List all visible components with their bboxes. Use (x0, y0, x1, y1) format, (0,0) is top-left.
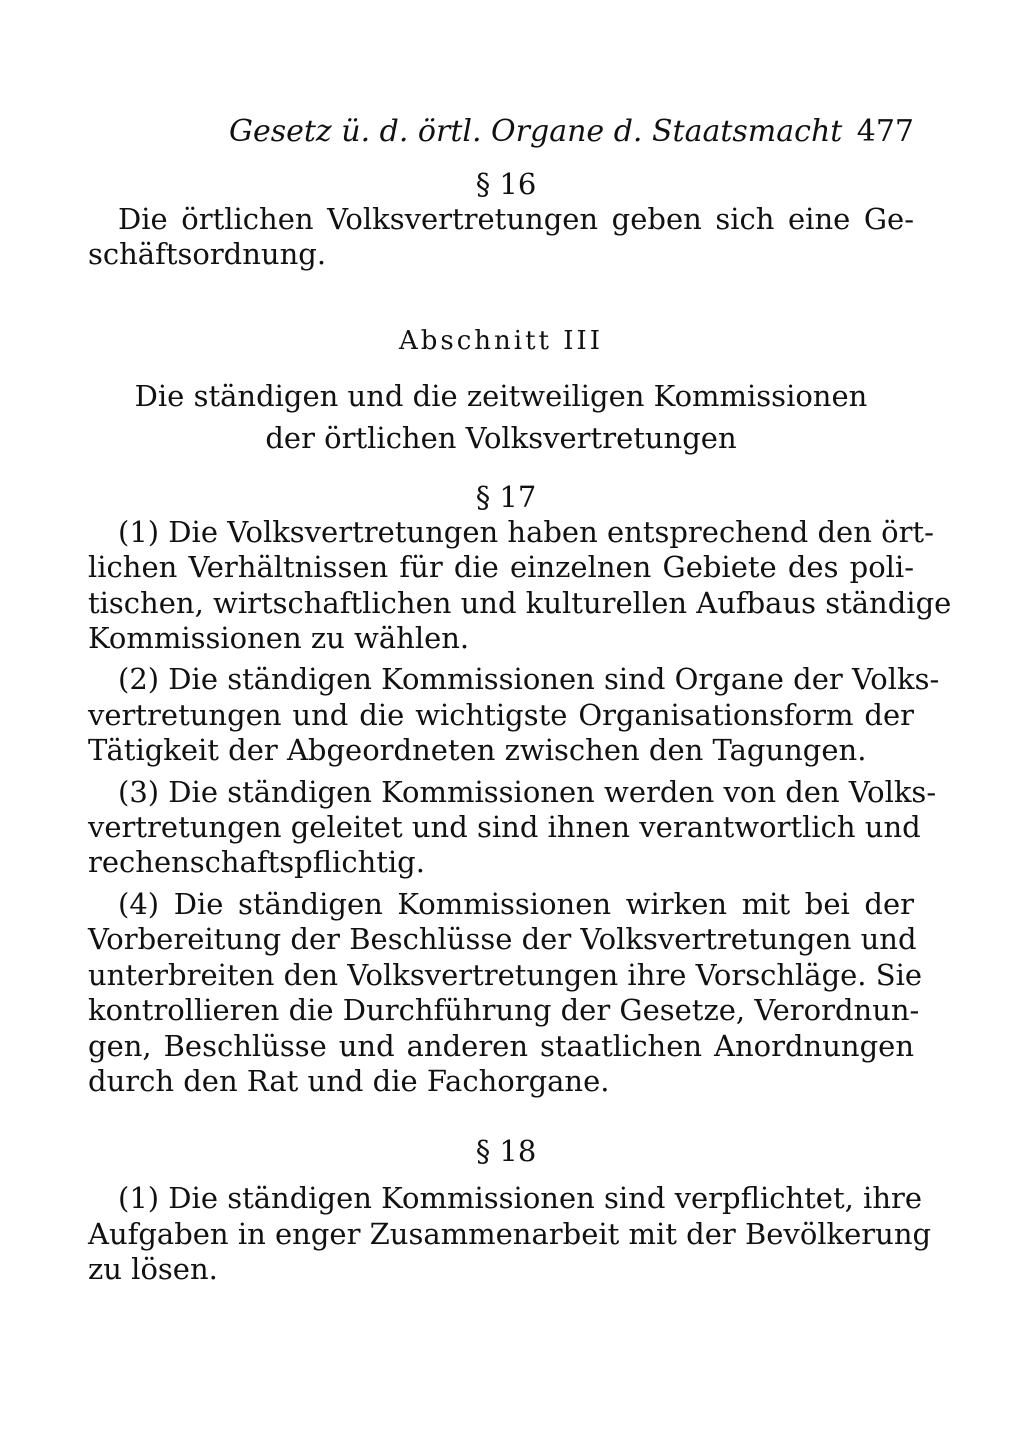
section-17-heading: § 17 (475, 479, 537, 514)
running-title: Gesetz ü. d. örtl. Organe d. Staatsmacht (229, 114, 843, 149)
document-page (88, 110, 952, 1288)
text-line: Kommissionen zu wählen. (88, 621, 470, 656)
text-line: (1) Die Volksvertretungen haben entsprechend den ört- (118, 514, 934, 549)
chapter-title-line: der örtlichen Volksvertretungen (265, 420, 737, 455)
text-line: Vorbereitung der Beschlüsse der Volksvertretungen und (88, 922, 917, 957)
section-17-paragraph-4 (88, 886, 923, 1099)
text-line: zu lösen. (88, 1252, 218, 1287)
text-line: kontrollieren die Durchführung der Gesetze, Verordnun- (88, 993, 920, 1028)
running-header (88, 110, 914, 166)
text-line: schäftsordnung. (88, 237, 327, 272)
text-line: Tätigkeit der Abgeordneten zwischen den Tagungen. (88, 733, 867, 768)
section-18-heading: § 18 (475, 1134, 537, 1169)
text-line: unterbreiten den Volksvertretungen ihre Vorschläge. Sie (88, 957, 923, 992)
section-18-paragraph-1 (88, 1181, 932, 1287)
section-16-paragraph (88, 202, 914, 273)
text-line: rechenschaftspflichtig. (88, 845, 425, 880)
text-line: (4) Die ständigen Kommissionen wirken mit bei der (118, 886, 914, 921)
chapter-title (88, 375, 914, 459)
chapter-title-line: Die ständigen und die zeitweiligen Kommissionen (134, 378, 868, 413)
text-line: Aufgaben in enger Zusammenarbeit mit der Bevölkerung (88, 1216, 932, 1251)
text-line: vertretungen und die wichtigste Organisationsform der (88, 697, 914, 732)
section-16-heading: § 16 (475, 167, 537, 201)
section-17-paragraph-3 (88, 774, 937, 881)
section-17-paragraph-2 (88, 662, 940, 768)
page-number: 477 (856, 114, 914, 149)
text-line: (1) Die ständigen Kommissionen sind verpflichtet, ihre (118, 1181, 923, 1216)
text-line: durch den Rat und die Fachorgane. (88, 1063, 610, 1098)
text-line: (3) Die ständigen Kommissionen werden von den Volks- (118, 774, 937, 809)
chapter-label: Abschnitt III (398, 325, 604, 356)
text-line: lichen Verhältnissen für die einzelnen Gebiete des poli- (88, 550, 914, 585)
text-line: Die örtlichen Volksvertretungen geben sich eine Ge- (118, 202, 914, 236)
text-line: gen, Beschlüsse und anderen staatlichen Anordnungen (88, 1028, 914, 1063)
text-line: tischen, wirtschaftlichen und kulturellen Aufbaus ständige (88, 585, 952, 620)
text-line: (2) Die ständigen Kommissionen sind Organe der Volks- (118, 662, 940, 697)
section-17-paragraph-1 (88, 514, 952, 657)
text-line: vertretungen geleitet und sind ihnen verantwortlich und (88, 810, 921, 845)
